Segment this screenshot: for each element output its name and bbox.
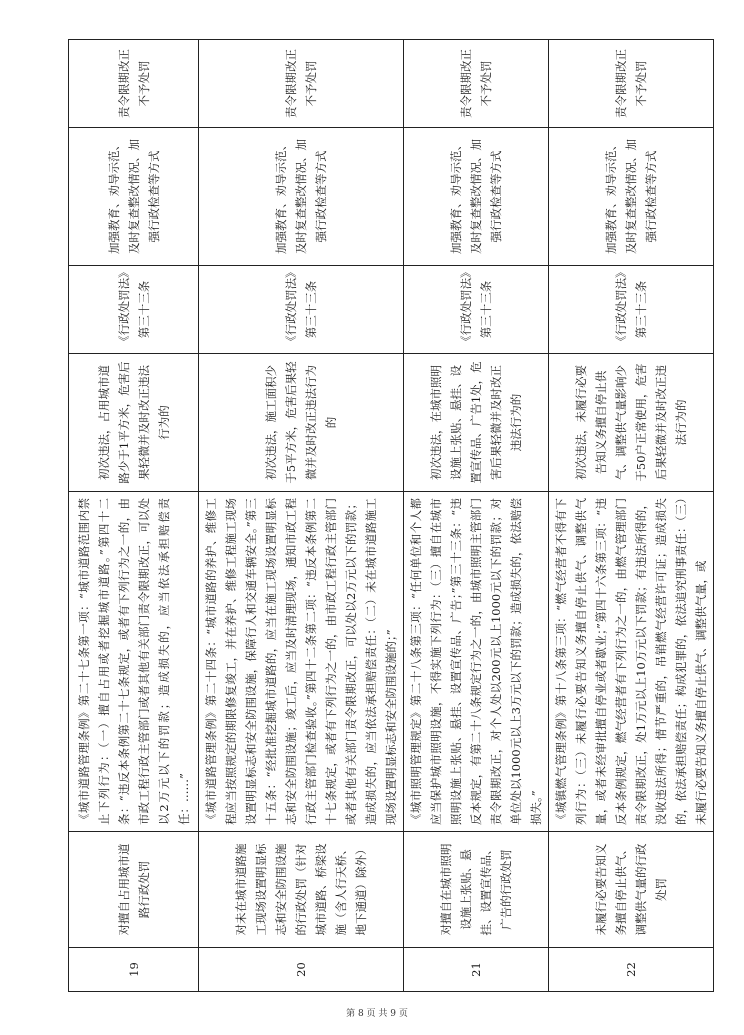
supervision-measures: 加强教育、劝导示范、及时复查整改情况、加强行政检查等方式	[69, 128, 199, 266]
penalty-result: 责令限期改正不予处罚	[549, 40, 714, 128]
row-number: 22	[549, 948, 714, 992]
exemption-basis: 《行政处罚法》第三十三条	[549, 266, 714, 354]
exemption-circumstance: 初次违法，未履行必要告知义务擅自停止供气、调整供气量影响少于50户正常使用，危害后果轻微并及时改正违法行为的	[549, 354, 714, 492]
exemption-basis: 《行政处罚法》第三十三条	[404, 266, 549, 354]
legal-basis-text: 《城市照明管理规定》第二十八条第三项：“任何单位和个人都应当保护城市照明设施，不得实施下列行为：（三）擅自在城市照明设施上张贴、悬挂、设置宣传品、广告；”第三十三条：“违反本规定，有第二十八条规定行为之一的，由城市照明主管部门责令限期改正，对个人处以200元以上1000元以下的罚款；对单位处以1000元以上3万元以下的罚款；造成损失的，依法赔偿损失。”	[404, 492, 549, 832]
exemption-circumstance: 初次违法，在城市照明设施上张贴、悬挂、设置宣传品、广告1处，危害后果轻微并及时改正违法行为的	[404, 354, 549, 492]
exemption-basis: 《行政处罚法》第三十三条	[69, 266, 199, 354]
penalty-item: 对擅自占用城市道路行政处罚	[69, 832, 199, 948]
penalty-result: 责令限期改正不予处罚	[404, 40, 549, 128]
row-number: 19	[69, 948, 199, 992]
legal-basis-text: 《城市道路管理条例》第二十七条第一项：“城市道路范围内禁止下列行为：（一）擅自占用或者挖掘城市道路。”第四十二条：“违反本条例第二十七条规定，或者有下列行为之一的，由市政工程行政主管部门或者其他有关部门责令限期改正，可以处以2万元以下的罚款；造成损失的，应当依法承担赔偿责任：……”	[69, 492, 199, 832]
exemption-circumstance: 初次违法，施工面积少于5平方米，危害后果轻微并及时改正违法行为的	[199, 354, 404, 492]
table-row	[69, 40, 199, 992]
supervision-measures: 加强教育、劝导示范、及时复查整改情况、加强行政检查等方式	[549, 128, 714, 266]
supervision-measures: 加强教育、劝导示范、及时复查整改情况、加强行政检查等方式	[199, 128, 404, 266]
legal-basis-text: 《城市道路管理条例》第二十四条：“城市道路的养护、维修工程应当按照规定的期限修复竣工，并在养护、维修工程施工现场设置明显标志和安全防围设施，保障行人和交通车辆安全。”第三十五条：“经批准挖掘城市道路的，应当在施工现场设置明显标志和安全防围设施；竣工后，应当及时清理现场，通知市政工程行政主管部门检查验收。”第四十二条第二项：“违反本条例第二十七条规定，或者有下列行为之一的，由市政工程行政主管部门或者其他有关部门责令限期改正，可以处以2万元以下的罚款；造成损失的，应当依法承担赔偿责任：（二）未在城市道路施工现场设置明显标志和安全防围设施的；”	[199, 492, 404, 832]
penalty-table	[68, 39, 714, 992]
penalty-item: 对未在城市道路施工现场设置明显标志和安全防围设施的行政处罚（针对城市道路、桥梁设施（含人行天桥、地下通道）除外）	[199, 832, 404, 948]
page-footer: 第 8 页 共 9 页	[346, 1009, 408, 1019]
table-row	[549, 40, 714, 992]
supervision-measures: 加强教育、劝导示范、及时复查整改情况、加强行政检查等方式	[404, 128, 549, 266]
row-number: 21	[404, 948, 549, 992]
exemption-basis: 《行政处罚法》第三十三条	[199, 266, 404, 354]
exemption-circumstance: 初次违法，占用城市道路少于1平方米，危害后果轻微并及时改正违法行为的	[69, 354, 199, 492]
row-number: 20	[199, 948, 404, 992]
table-row	[199, 40, 404, 992]
penalty-item: 未履行必要告知义务擅自停止供气、调整供气量的行政处罚	[549, 832, 714, 948]
rotated-table-wrapper	[68, 40, 708, 992]
legal-basis-text: 《城镇燃气管理条例》第十八条第三项：“燃气经营者不得有下列行为：（三）未履行必要告知义务擅自停止供气、调整供气量，或者未经审批擅自停业或者歇业；”第四十六条第三项：“违反本条例规定，燃气经营者有下列行为之一的，由燃气管理部门责令限期改正，处1万元以上10万元以下罚款；有违法所得的，没收违法所得；情节严重的，吊销燃气经营许可证；造成损失的，依法承担赔偿责任；构成犯罪的，依法追究刑事责任：（三）未履行必要告知义务擅自停止供气、调整供气量，或	[549, 492, 714, 832]
penalty-result: 责令限期改正不予处罚	[69, 40, 199, 128]
table-row	[404, 40, 549, 992]
penalty-result: 责令限期改正不予处罚	[199, 40, 404, 128]
penalty-item: 对擅自在城市照明设施上张贴、悬挂、设置宣传品、广告的行政处罚	[404, 832, 549, 948]
